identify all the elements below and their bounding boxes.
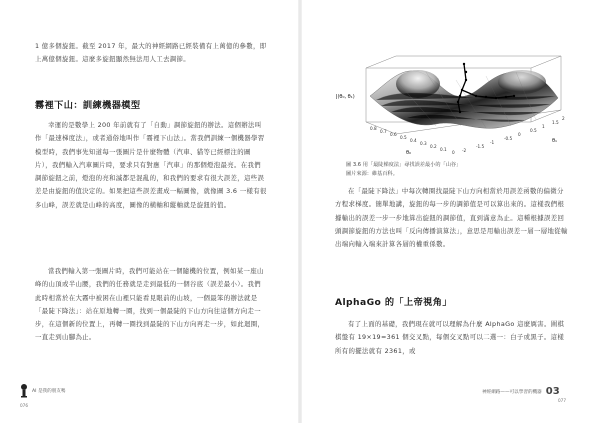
- z-axis-label: J(θ₀, θ₁): [336, 94, 355, 100]
- chapter-title: 神經網路——可以學習的機器: [482, 389, 542, 395]
- svg-text:-0.5: -0.5: [504, 136, 513, 141]
- svg-text:0.1: 0.1: [440, 147, 447, 152]
- left-footer: [20, 384, 66, 408]
- figure-caption: 圖 3.6 用「最陡梯度法」尋找誤差最小的「山谷」 圖片來源：維基百科。: [346, 162, 462, 177]
- right-footer: [482, 386, 560, 397]
- section-heading-foggy-descent: 霧裡下山：訓練機器模型: [35, 100, 141, 111]
- book-title: AI 是我的朋友嗎: [32, 389, 66, 394]
- error-surface-plot: [336, 50, 576, 160]
- svg-text:0: 0: [452, 150, 455, 155]
- svg-text:2: 2: [562, 116, 565, 121]
- svg-text:0.2: 0.2: [430, 144, 437, 149]
- chapter-number: 03: [545, 386, 560, 397]
- svg-text:0.4: 0.4: [410, 138, 417, 143]
- left-para-1: 1 億多個旋鈕。截至 2017 年，最大的神經網路已經裝備有上萬億的參數，即上萬億個旋鈕。這麼多旋鈕顯然無法用人工去調節。: [35, 42, 267, 64]
- theta1-axis-label: θ₁: [552, 138, 558, 144]
- left-para-2: 幸運的是數學上 200 年前就有了「自動」調節旋鈕的辦法。這個辦法叫作「最速梯度法」，或者通俗地叫作「霧裡下山法」。當我們訓練一個機器學習模型時，我們事先知道每一張圖片是什麼物體（汽車、貓等已經標注的圖片），我們輸入汽車圖片時，要求只有對應「汽車」的那個燈泡最亮。在我們調節旋鈕之前，燈泡的亮和滅都是混亂的，和我們的要求有很大誤差，這些誤差是由旋鈕的值決定的。如果把這些誤差畫成一幅圖像，就像圖 3.6 一樣有很多山峰，誤差就是山峰的高度，圖像的橫軸和縱軸就是旋鈕的值。: [35, 121, 267, 209]
- svg-text:1.5: 1.5: [552, 120, 559, 125]
- svg-text:0.7: 0.7: [380, 129, 387, 134]
- svg-text:0.8: 0.8: [370, 126, 377, 131]
- page-number-left: 076: [20, 403, 28, 408]
- svg-text:-2: -2: [462, 148, 467, 153]
- svg-text:0.5: 0.5: [400, 135, 407, 140]
- svg-text:0.5: 0.5: [530, 128, 537, 133]
- gradient-descent-figure: [336, 50, 576, 164]
- svg-text:1: 1: [542, 124, 545, 129]
- right-para-1: 在「最陡下降法」中每次轉圈找最陡下山方向相當於用誤差函數的偏微分方程求梯度。簡單地講，旋鈕的每一步的調節值是可以算出來的。這樣我們根據輸出的誤差一步一步地算出旋鈕的調節值，直到滿意為止。這種根據誤差回頭調節旋鈕的方法也叫「反向傳播演算法」，意思是用輸出誤差一層一層地從輸出端向輸入端來計算各層的權重係數。: [335, 187, 568, 249]
- theta0-axis-label: θ₀: [406, 150, 412, 156]
- left-para-3: 當我們輸入第一張圖片時，我們可能站在一個隨機的位置，例如某一座山峰的山頂或半山腰，我們的任務就是走到最低的一個谷底（誤差最小）。我們此時相當於在大霧中被困在山裡只能看見眼前的山坡，一個最笨的辦法就是「最陡下降法」：站在原地轉一圈，找到一個最陡的下山方向往這個方向走一步，在這個新的位置上，再轉一圈找到最陡的下山方向再走一步，如此迴圈，一直走到山腳為止。: [35, 267, 265, 342]
- robot-figure-icon: [20, 384, 28, 398]
- page-number-right: 077: [558, 398, 566, 403]
- right-para-2: 有了上面的基礎，我們現在就可以理解為什麼 AlphaGo 這麼厲害。圍棋棋盤有 19×19=361 個交叉點，每個交叉點可以二選一：白子或黑子。這樣所有的擺法就有 2361，或: [335, 320, 565, 355]
- svg-text:0: 0: [518, 132, 521, 137]
- svg-text:0.3: 0.3: [420, 141, 427, 146]
- svg-text:0.6: 0.6: [390, 132, 397, 137]
- svg-text:-1.5: -1.5: [476, 144, 485, 149]
- theta0-tick-labels: [370, 126, 455, 155]
- section-heading-alphago: AlphaGo 的「上帝視角」: [335, 297, 452, 308]
- svg-text:-1: -1: [490, 140, 495, 145]
